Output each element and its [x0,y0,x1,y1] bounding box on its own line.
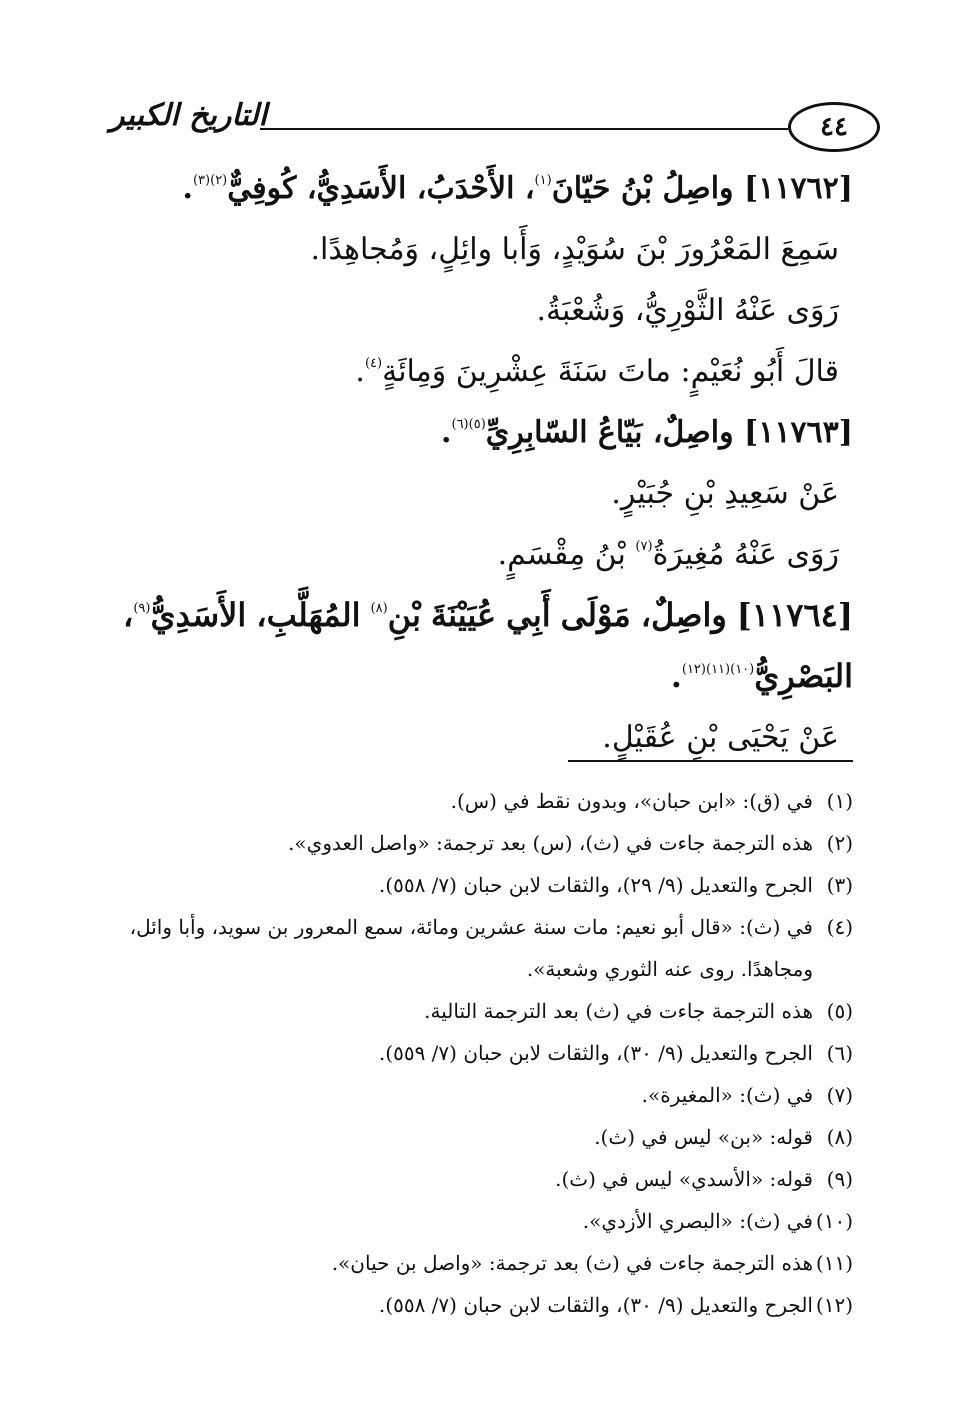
text-span: رَوَى عَنْهُ مُغِيرَةُ [652,537,839,572]
footnote-text: في (ث): «البصري الأزدي». [582,1209,813,1233]
footnote-text: هذه الترجمة جاءت في (ث) بعد الترجمة التالية. [424,999,813,1023]
entry-11763 [123,402,853,463]
text-end: . [355,354,365,389]
footnote-item [103,1158,853,1200]
entry-word-group [371,585,421,646]
entry-word: المُهَلَّبِ، [256,596,361,634]
entry-word: عُيَيْنَةَ [430,596,497,634]
text-line: رَوَى عَنْهُ الثَّوْرِيُّ، وَشُعْبَةُ. [536,293,839,328]
footnote-text: قوله: «الأسدي» ليس في (ث). [555,1167,813,1191]
entry-11764-continuation [123,646,853,707]
text-line: عَنْ سَعِيدِ بْنِ جُبَيْرٍ. [611,476,839,511]
entry-11762 [123,158,853,219]
page-number-badge [788,102,880,152]
entry-word: الأَسَدِيُّ [150,596,247,634]
footnote-ref: (١٠)(١١)(١٢) [681,662,755,677]
footnote-number: (٧) [826,1083,853,1107]
book-title: التاريخ الكبير [110,98,268,133]
footnote-ref: (٨) [370,601,388,616]
entry-end: . [182,171,193,206]
entry-word: مَوْلَى [560,596,631,634]
footnote-item [103,1032,853,1074]
footnote-ref: (٥)(٦) [451,417,486,432]
footnote-text: هذه الترجمة جاءت في (ث)، (س) بعد ترجمة: «واصل العدوي». [288,831,813,855]
text-line [123,341,853,402]
footnote-item [103,864,853,906]
entry-number: [١١٧٦٣] [744,415,853,450]
entry-word: البَصْرِيُّ [754,657,853,695]
footnote-ref: (١) [534,173,552,188]
footnote-item [103,1200,853,1242]
text-span: بْنُ مِقْسَمٍ. [497,537,636,572]
entry-number: [١١٧٦٤] [736,596,853,634]
entry-name: واصِلٌ، بَيّاعُ السّابِرِيِّ [485,415,734,450]
footnote-item [103,906,853,990]
footnote-number: (٤) [826,915,853,939]
footnote-ref: (٩) [133,601,151,616]
footnote-text: في (ث): «قال أبو نعيم: مات سنة عشرين ومائة، سمع المعرور بن سويد، وأبا وائل، [129,915,813,939]
entry-word: بْنِ [387,596,421,634]
footnote-item [103,822,853,864]
footnote-number: (١٠) [815,1209,853,1233]
footnote-item [103,1116,853,1158]
entry-number: [١١٧٦٢] [744,171,853,206]
entry-word: ، [123,596,134,634]
footnote-number: (٣) [826,873,853,897]
footnote-item [103,1074,853,1116]
header-rule [260,128,788,130]
main-text [123,158,853,768]
footnote-number: (٥) [826,999,853,1023]
entry-name: واصِلُ بْنُ حَيّانَ [551,171,734,206]
entry-word-group [123,585,246,646]
footnote-separator [568,760,853,762]
footnote-item [103,780,853,822]
footnote-text: في (ث): «المغيرة». [641,1083,813,1107]
footnote-ref: (٧) [635,539,653,554]
footnote-number: (١٢) [815,1293,853,1317]
entry-word: أَبِي [506,596,551,634]
entry-11764 [123,585,853,646]
footnote-text: في (ق): «ابن حبان»، وبدون نقط في (س). [450,789,813,813]
footnote-ref: (٢)(٣) [192,173,228,188]
footnote-text: الجرح والتعديل (٩/ ٣٠)، والثقات لابن حبان (٧/ ٥٥٩). [378,1041,813,1065]
entry-end: . [670,657,682,695]
text-line: سَمِعَ المَعْرُورَ بْنَ سُوَيْدٍ، وَأَبا وائِلٍ، وَمُجاهِدًا. [310,232,839,267]
footnote-number: (٢) [826,831,853,855]
entry-description: ، الأَحْدَبُ، الأَسَدِيُّ، كُوفِيٌّ [227,171,535,206]
footnote-text: الجرح والتعديل (٩/ ٣٠)، والثقات لابن حبان (٧/ ٥٥٨). [378,1293,813,1317]
page-header [110,98,880,156]
footnote-ref: (٤) [364,356,383,371]
text-line: عَنْ يَحْيَى بْنِ عُقَيْلٍ. [602,720,839,755]
footnote-number: (١١) [815,1251,853,1275]
footnote-number: (١) [826,789,853,813]
footnote-text-group [103,906,813,990]
page-number: ٤٤ [820,112,848,142]
footnote-item [103,990,853,1032]
footnote-item [103,1284,853,1326]
text-line [123,524,853,585]
entry-end: . [441,415,452,450]
footnote-number: (٨) [826,1125,853,1149]
footnote-text: قوله: «بن» ليس في (ث). [594,1125,813,1149]
entry-word: واصِلٌ، [640,596,727,634]
footnote-text: الجرح والتعديل (٩/ ٢٩)، والثقات لابن حبان (٧/ ٥٥٨). [378,873,813,897]
footnote-number: (٦) [826,1041,853,1065]
footnote-number: (٩) [826,1167,853,1191]
footnote-item [103,1242,853,1284]
footnotes [103,780,853,1326]
text-span: قالَ أَبُو نُعَيْمٍ: ماتَ سَنَةَ عِشْرِينَ وَمِائَةٍ [382,354,839,389]
footnote-text: هذه الترجمة جاءت في (ث) بعد ترجمة: «واصل بن حيان». [331,1251,813,1275]
footnote-text-continuation: ومجاهدًا. روى عنه الثوري وشعبة». [526,957,813,981]
